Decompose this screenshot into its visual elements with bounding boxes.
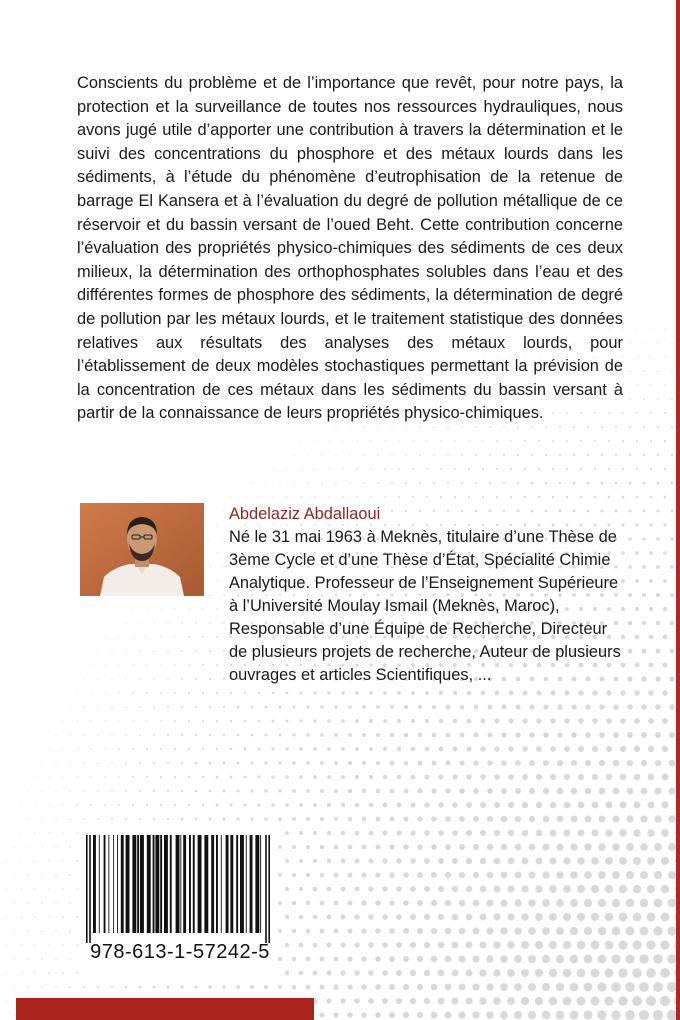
isbn-number: 978-613-1-57242-5 [90,941,270,963]
author-bio: Né le 31 mai 1963 à Meknès, titulaire d’une Thèse de 3ème Cycle et d’une Thèse d’État, Spécialité Chimie Analytique. Professeur de l’Enseignement Supérieure à l’Université Moulay Ismail (Meknès, Maroc), Responsable d’une Équipe de Recherche, Directeur de plusieurs projets de recherche, Auteur de plusieurs ouvrages et articles Scientifiques, ... [229,528,621,684]
author-photo [80,503,204,596]
bottom-accent-bar [16,998,314,1020]
author-name: Abdelaziz Abdallaoui [229,505,381,523]
abstract-text: Conscients du problème et de l’importance que revêt, pour notre pays, la protection et la surveillance de toutes nos ressources hydrauliques, nous avons jugé utile d’apporter une contribution à travers la détermination et le suivi des concentrations du phosphore et des métaux lourds dans les sédiments, à l’étude du phénomène d’eutrophisation de la retenue de barrage El Kansera et à l’évaluation du degré de pollution métallique de ce réservoir et du bassin versant de l’oued Beht. Cette contribution concerne l’évaluation des propriétés physico-chimiques des sédiments de ces deux milieux, la détermination des orthophosphates solubles dans l’eau et des différentes formes de phosphore des sédiments, la détermination de degré de pollution par les métaux lourds, et le traitement statistique des données relatives aux résultats des analyses des métaux lourds, pour l’établissement de deux modèles stochastiques permettant la prévision de la concentration de ces métaux dans les sédiments du bassin versant à partir de la connaissance de leurs propriétés physico-chimiques. [77,74,623,423]
spine-edge [676,0,680,1020]
